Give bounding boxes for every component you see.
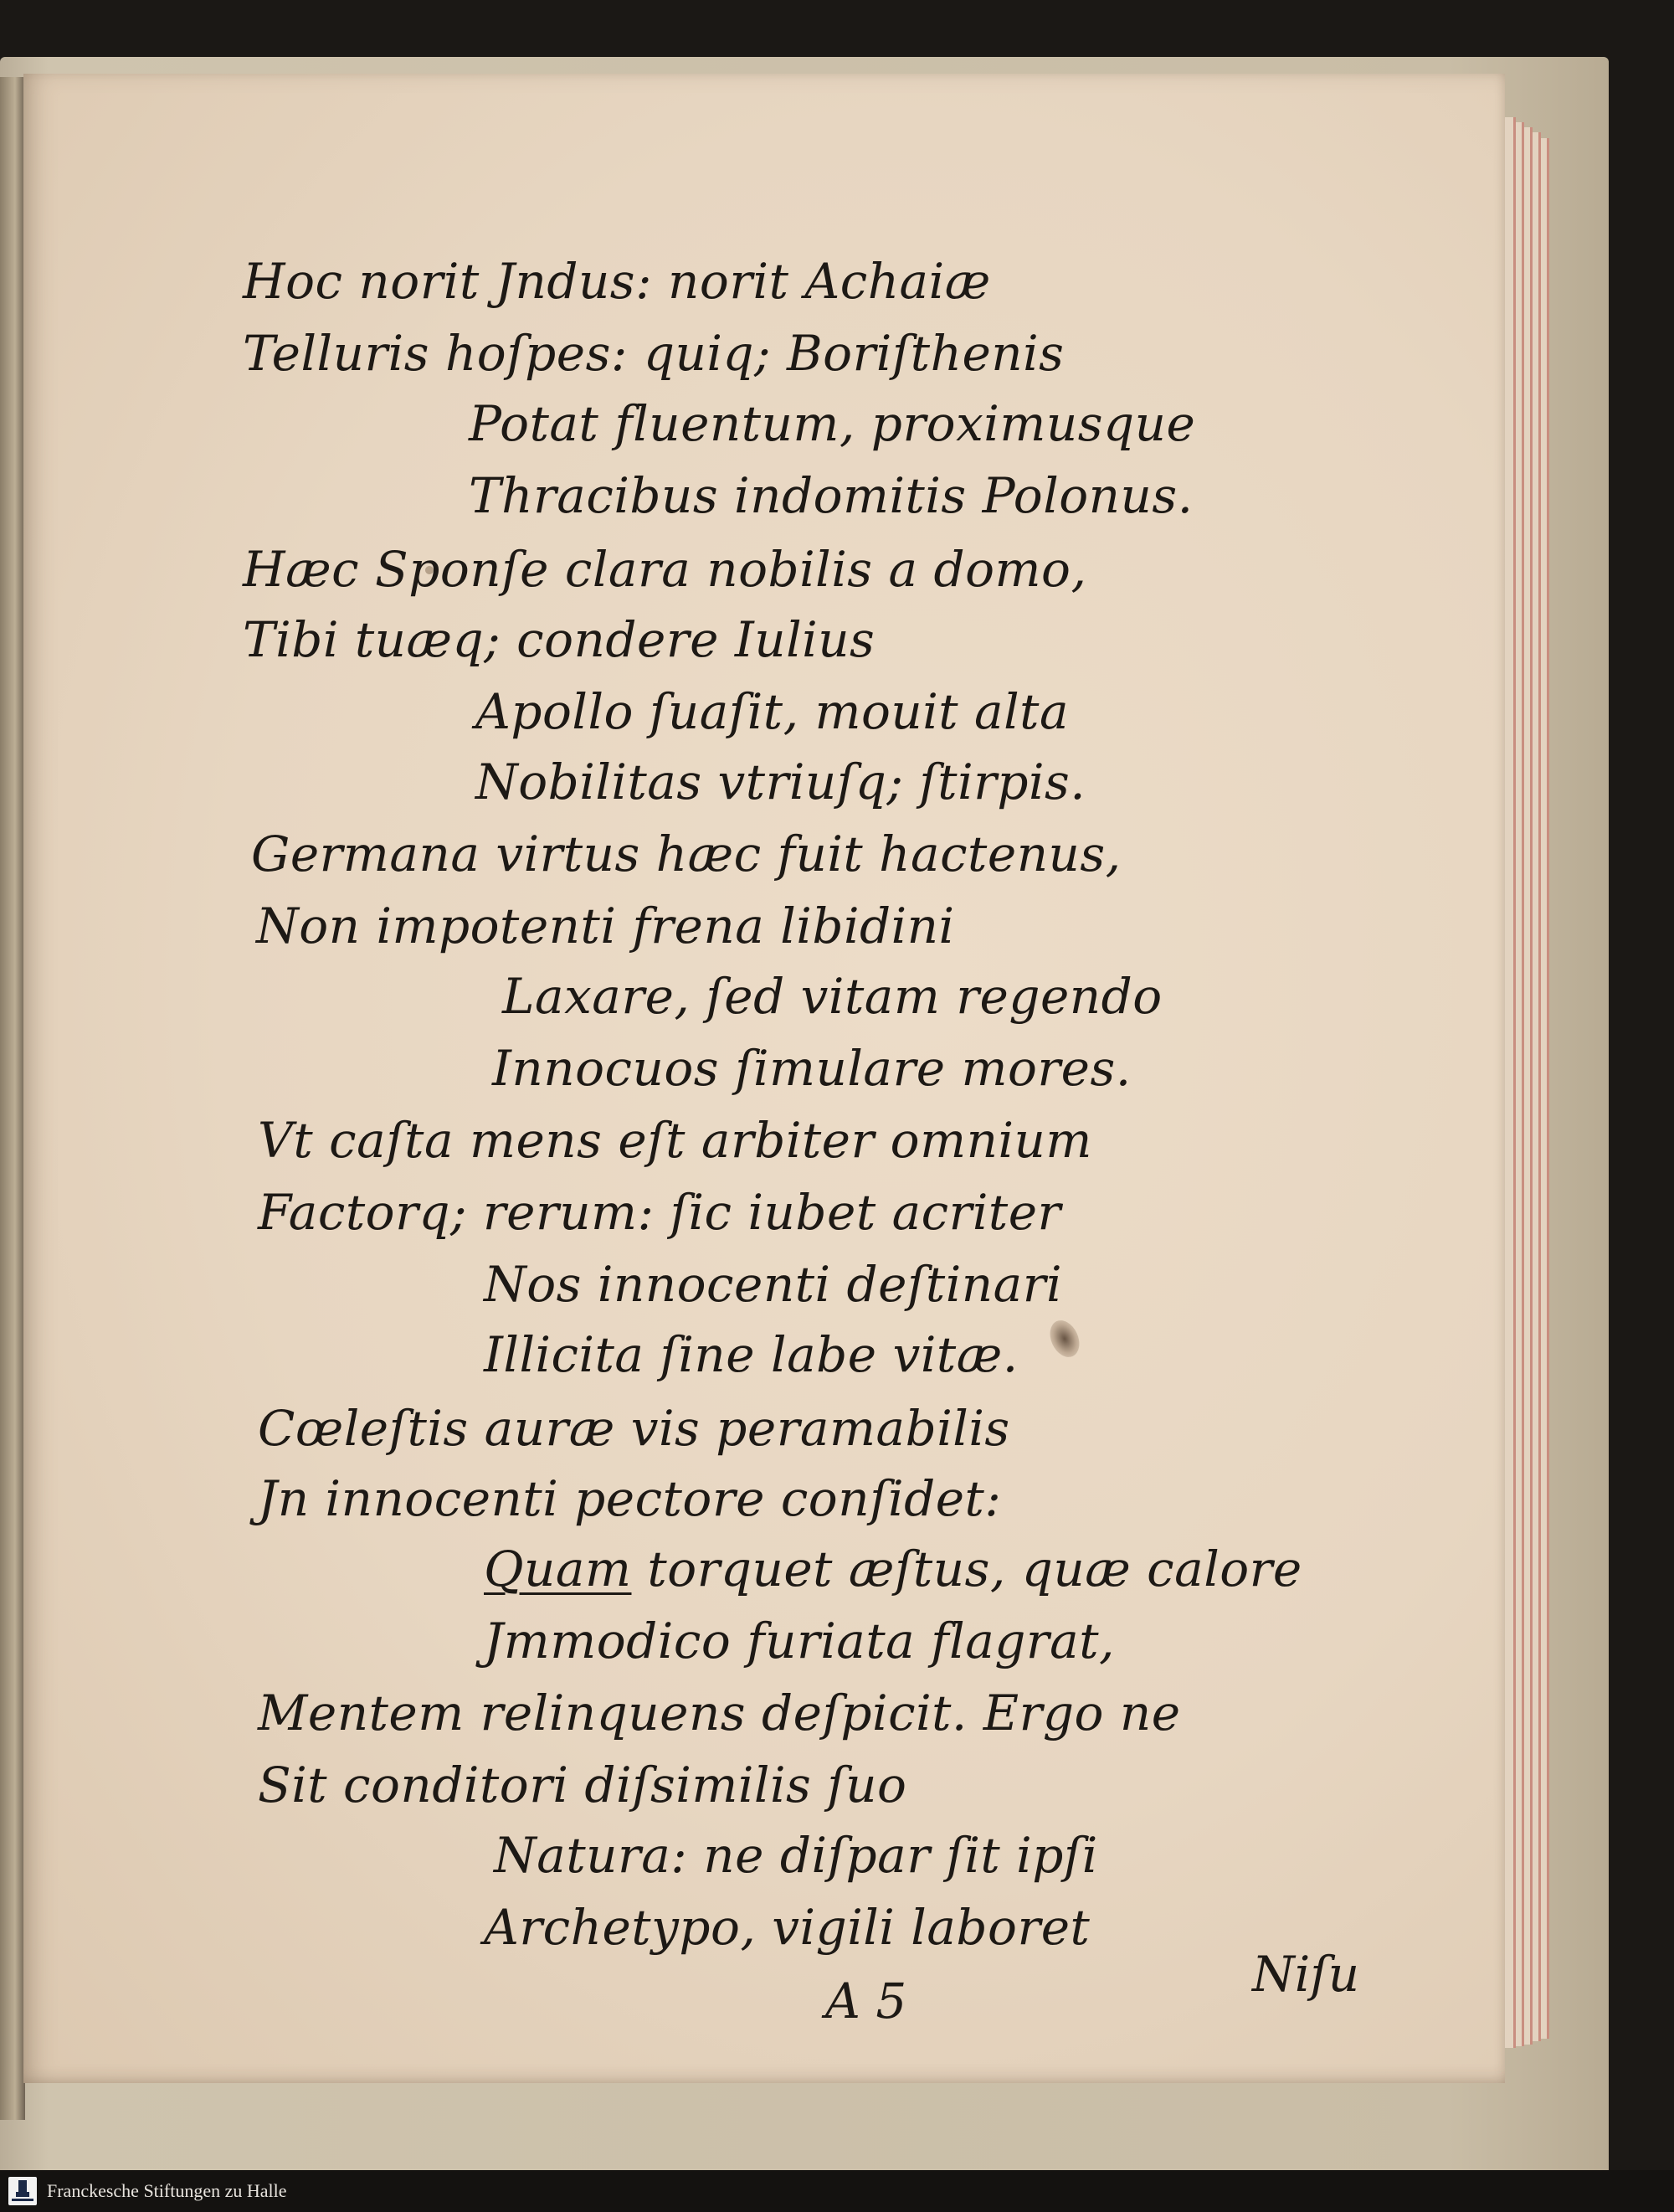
verse-line: Thracibus indomitis Polonus. — [469, 467, 1194, 524]
left-facing-page-edge — [0, 77, 25, 2120]
verse-line: Mentem relinquens deſpicit. Ergo ne — [258, 1685, 1181, 1741]
verse-line: Nobilitas vtriuſq; ſtirpis. — [475, 754, 1086, 810]
verse-line: Vt caſta mens eſt arbiter omnium — [258, 1112, 1092, 1169]
verse-line: Archetypo, vigili laboret — [484, 1899, 1091, 1956]
catchword: Niſu — [1252, 1946, 1360, 2003]
verse-line: Germana virtus hæc fuit hactenus, — [251, 826, 1122, 882]
paper-stain — [1045, 1315, 1085, 1361]
verse-line: Tibi tuæq; condere Iulius — [243, 611, 876, 668]
verse-line: Cœleſtis auræ vis peramabilis — [258, 1400, 1010, 1457]
verse-line: Quam torquet æſtus, quæ calore — [484, 1541, 1302, 1597]
verse-line: Nos innocenti deſtinari — [484, 1256, 1062, 1313]
verse-line: Illicita ſine labe vitæ. — [484, 1326, 1019, 1383]
verse-line: Jmmodico furiata flagrat, — [484, 1613, 1115, 1669]
verse-line: Natura: ne diſpar ſit ipſi — [494, 1827, 1098, 1884]
verse-line: Apollo ſuaſit, mouit alta — [475, 683, 1070, 740]
verse-line: Hæc Sponſe clara nobilis a domo, — [243, 541, 1087, 598]
verse-line: Factorq; rerum: ſic iubet acriter — [258, 1184, 1061, 1241]
book-page — [23, 74, 1505, 2083]
library-logo-icon — [8, 2177, 37, 2205]
verse-line: Sit conditori diſsimilis ſuo — [258, 1757, 907, 1813]
library-credit-bar — [0, 2170, 1674, 2212]
verse-line: Potat fluentum, proximusque — [469, 395, 1196, 452]
verse-line: Telluris hoſpes: quiq; Boriſthenis — [243, 325, 1065, 382]
signature-mark: A 5 — [825, 1973, 907, 2029]
verse-line: Hoc norit Jndus: norit Achaiæ — [243, 253, 991, 310]
library-credit-text: Franckesche Stiftungen zu Halle — [47, 2180, 287, 2201]
verse-line: Innocuos ſimulare mores. — [492, 1040, 1132, 1097]
verse-line: Laxare, ſed vitam regendo — [502, 968, 1163, 1025]
verse-line: Non impotenti frena libidini — [256, 898, 955, 954]
verse-line: Jn innocenti pectore conſidet: — [258, 1470, 1002, 1527]
